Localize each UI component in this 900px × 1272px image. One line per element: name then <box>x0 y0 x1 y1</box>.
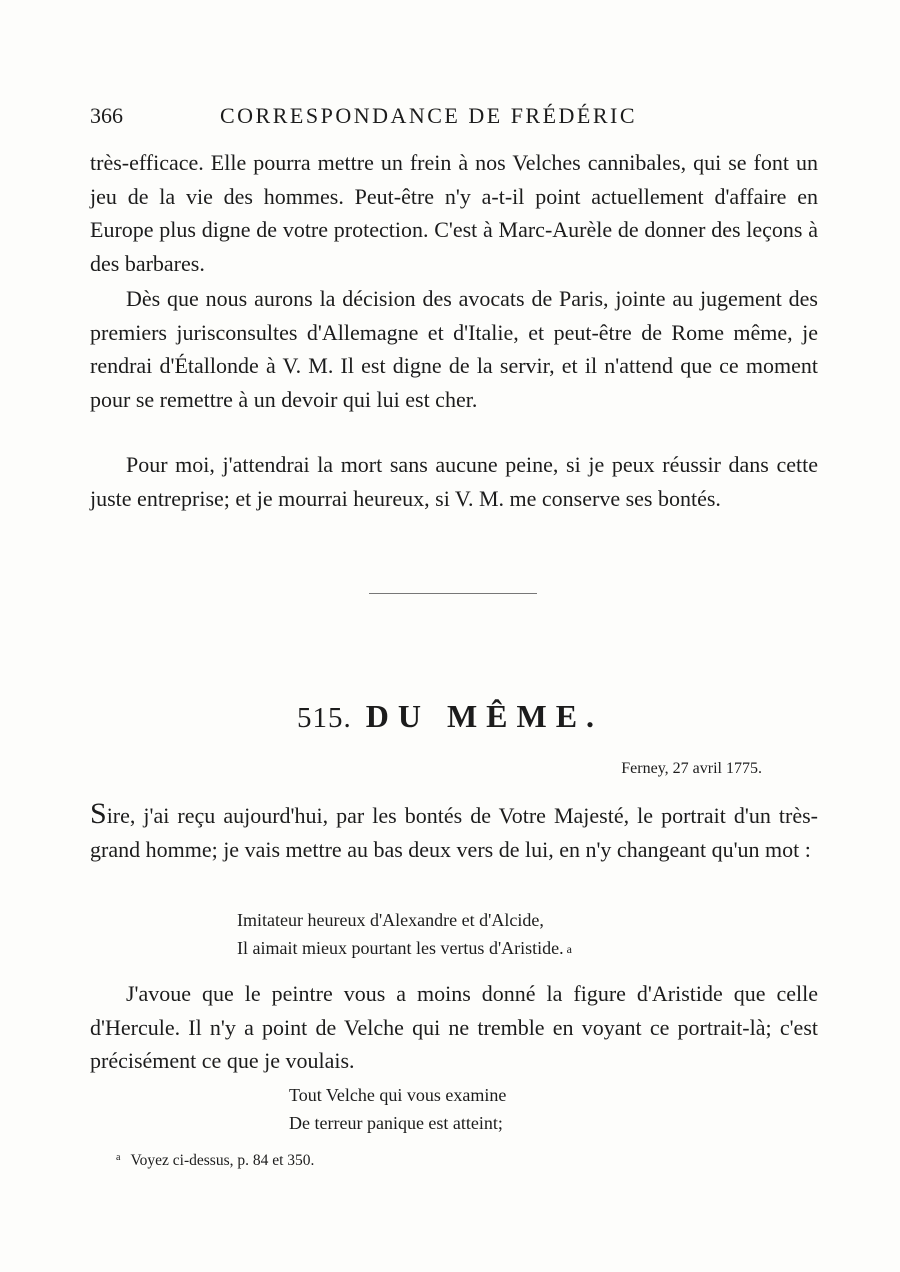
verse-line: Tout Velche qui vous examine <box>289 1085 507 1105</box>
paragraph-continuation: très-efficace. Elle pourra mettre un frein à nos Velches cannibales, qui se font un jeu de la vie des hommes. Peut-être n'y a-t-il point actuellement d'affaire en Europe plus digne de votre protection. C'est à Marc-Aurèle de donner des leçons à des barbares. <box>90 150 818 276</box>
letter-heading <box>0 698 900 735</box>
running-title: CORRESPONDANCE DE FRÉDÉRIC <box>220 103 638 128</box>
letter-title: DU MÊME. <box>365 698 604 734</box>
verse-quotation <box>289 1081 506 1137</box>
running-head <box>90 103 820 133</box>
paragraph: Dès que nous aurons la décision des avocats de Paris, jointe au jugement des premiers jurisconsultes d'Allemagne et d'Italie, et peut-être de Rome même, je rendrai d'Étallonde à V. M. Il est digne de la servir, et il n'attend que ce moment pour se remettre à un devoir qui lui est cher. <box>90 286 818 412</box>
footnote-reference: a <box>566 942 572 956</box>
section-divider <box>369 593 537 594</box>
verse-line: Imitateur heureux d'Alexandre et d'Alcide, <box>237 910 544 930</box>
paragraph: J'avoue que le peintre vous a moins donné la figure d'Aristide que celle d'Hercule. Il n'y a point de Velche qui ne tremble en voyant ce portrait-là; c'est précisément ce que je voulais. <box>90 981 818 1073</box>
opening-text: ire, j'ai reçu aujourd'hui, par les bontés de Votre Majesté, le portrait d'un très-grand homme; je vais mettre au bas deux vers de lui, en n'y changeant qu'un mot : <box>90 803 818 862</box>
letter-number: 515. <box>296 702 352 734</box>
footnote-text: Voyez ci-dessus, p. 84 et 350. <box>130 1152 315 1169</box>
footnote-mark: a <box>116 1152 121 1163</box>
page-number: 366 <box>90 103 123 128</box>
letter-opening-paragraph <box>90 797 818 866</box>
verse-quotation <box>237 906 572 963</box>
opening-initial: S <box>90 797 107 830</box>
footnote <box>116 1152 314 1170</box>
paragraph: Pour moi, j'attendrai la mort sans aucune peine, si je peux réussir dans cette juste entreprise; et je mourrai heureux, si V. M. me conserve ses bontés. <box>90 452 818 511</box>
dateline: Ferney, 27 avril 1775. <box>621 760 762 777</box>
verse-line: De terreur panique est atteint; <box>289 1113 503 1133</box>
verse-line: Il aimait mieux pourtant les vertus d'Aristide. a <box>237 938 572 958</box>
